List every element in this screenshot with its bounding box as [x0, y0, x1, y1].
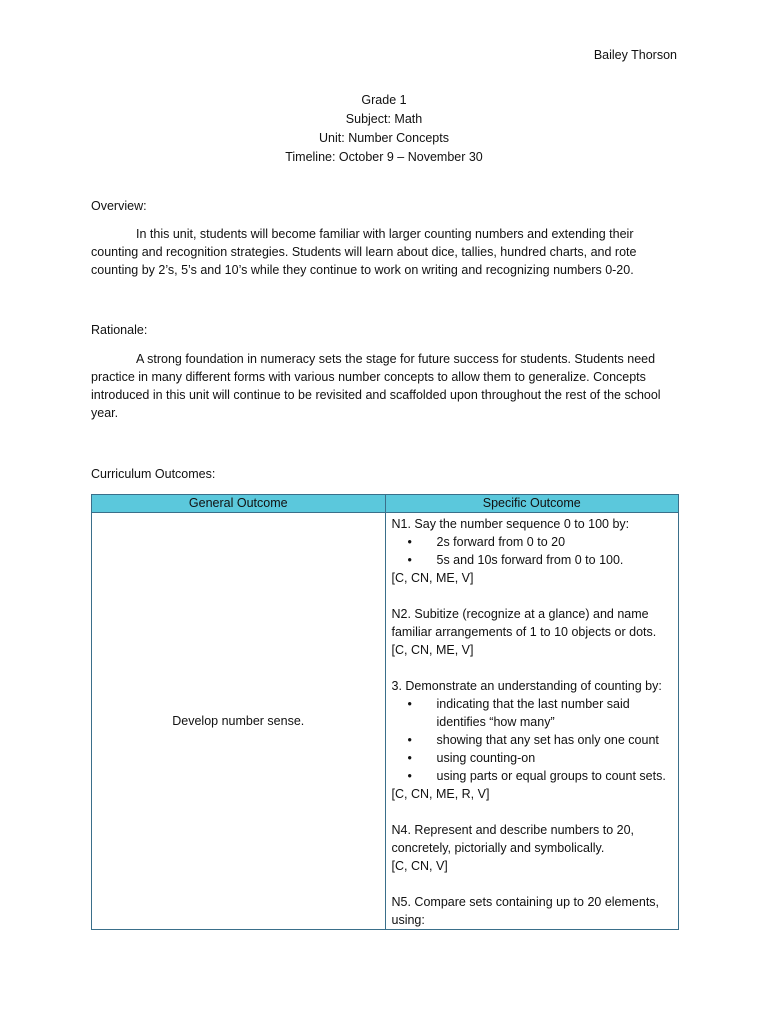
title-block — [0, 91, 768, 167]
table-row — [92, 513, 679, 930]
outcome-n4 — [392, 821, 675, 875]
outcome-title: N1. Say the number sequence 0 to 100 by: — [391, 517, 630, 531]
outcome-title: N2. Subitize (recognize at a glance) and name familiar arrangements of 1 to 10 objects or dots. — [391, 607, 657, 639]
outcome-codes: [C, CN, ME, R, V] — [391, 787, 490, 801]
list-item: • showing that any set has only one count — [392, 731, 675, 749]
timeline-title: Timeline: October 9 – November 30 — [285, 150, 483, 164]
specific-outcome-header: Specific Outcome — [385, 495, 679, 513]
outcome-title: N4. Represent and describe numbers to 20, concretely, pictorially and symbolically. — [391, 823, 634, 855]
outcomes-table — [91, 494, 679, 930]
outcome-n3 — [392, 677, 675, 803]
unit-title: Unit: Number Concepts — [319, 131, 449, 145]
subject-title: Subject: Math — [345, 112, 423, 126]
outcome-title: N5. Compare sets containing up to 20 elements, using: — [391, 895, 660, 927]
overview-text: In this unit, students will become familiar with larger counting numbers and extending their counting and recognition strategies. Students will learn about dice, tallies, hundred charts, and rote counting by 2’s, 5’s and 10’s while they continue to work on writing and recognizing numbers 0-20. — [91, 227, 637, 277]
list-item: • using counting-on — [392, 749, 675, 767]
rationale-heading: Rationale: — [91, 323, 148, 337]
list-item: • 2s forward from 0 to 20 — [392, 533, 675, 551]
author-name: Bailey Thorson — [593, 48, 677, 62]
list-item: • indicating that the last number said identifies “how many” — [392, 695, 675, 731]
overview-heading: Overview: — [91, 199, 147, 213]
outcome-codes: [C, CN, ME, V] — [391, 643, 474, 657]
outcome-bullets — [392, 533, 675, 569]
list-item: • 5s and 10s forward from 0 to 100. — [392, 551, 675, 569]
curriculum-heading: Curriculum Outcomes: — [91, 467, 216, 481]
grade-title: Grade 1 — [361, 93, 407, 107]
outcome-n2 — [392, 605, 675, 659]
general-outcome-header: General Outcome — [92, 495, 386, 513]
outcome-n5 — [392, 893, 675, 929]
specific-outcome-cell — [385, 513, 679, 930]
general-outcome-cell: Develop number sense. — [92, 513, 386, 930]
outcome-title: 3. Demonstrate an understanding of counting by: — [391, 679, 662, 693]
outcome-bullets — [392, 695, 675, 785]
rationale-text: A strong foundation in numeracy sets the stage for future success for students. Students need practice in many different forms with various number concepts to allow them to generalize. Concepts introduced in this unit will continue to be revisited and scaffolded upon throughout the rest of the school year. — [91, 352, 661, 420]
table-header-row — [92, 495, 679, 513]
list-item: • using parts or equal groups to count sets. — [392, 767, 675, 785]
outcome-codes: [C, CN, ME, V] — [391, 571, 474, 585]
outcome-n1 — [392, 515, 675, 587]
outcome-codes: [C, CN, V] — [391, 859, 448, 873]
